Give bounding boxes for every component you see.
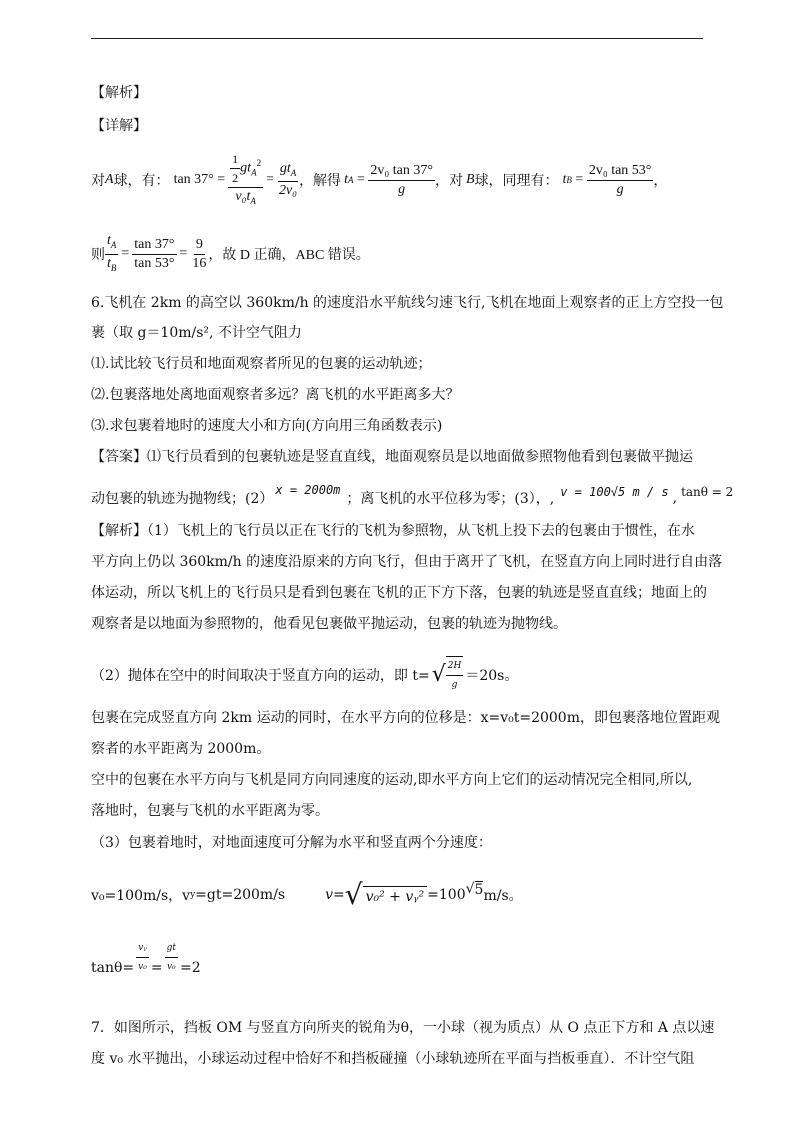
q6-explanation-4: 观察者是以地面为参照物的，他看见包裹做平抛运动，包裹的轨迹为抛物线。 [91, 616, 567, 632]
q6-explanation-2: 平方向上仍以 360km/h 的速度沿原来的方向飞行，但由于离开了飞机，在竖直方向上同时进行自由落 [91, 554, 723, 570]
header-rule [91, 38, 703, 39]
formula-fraction: $\frac{9}{16}$ [192, 236, 207, 271]
section-xiangjie: 【详解】 [91, 118, 147, 134]
formula-fraction: $\frac{gt_A}{\text{2v₀}}$ [278, 160, 298, 199]
q6-part-3: ⑶.求包裹着地时的速度大小和方向(方向用三角函数表示) [91, 418, 443, 434]
q6-answer-line-1: 【答案】⑴飞行员看到的包裹轨迹是竖直直线，地面观察员是以地面做参照物他看到包裹做平抛运 [91, 449, 693, 465]
sqrt-expression: √ $\frac{2H}{g}$ [432, 656, 464, 694]
q6-part-1: ⑴.试比较飞行员和地面观察者所见的包裹的运动轨迹； [91, 356, 432, 372]
prev-line-1: 对 A 球，有： tan 37° = $\frac{1}{2}$ $gt_A^2$ $v_0t_A$ = $\frac{gt_A}{\text{2v₀}}$ ，解得 t A = $\frac{\text{2v₀ tan 37°}}{g}$ ，对 B 球，同理有： t B = $\frac{\text{2v₀ tan 53°}}{g}$ ， [91, 150, 667, 210]
q6-line-2: 裹（取 g＝10m/s², 不计空气阻力 [91, 325, 302, 341]
formula-fraction: $\frac{t_A}{t_B}$ [107, 232, 117, 273]
formula-fraction: $\frac{\tan 37^\circ}{\tan 53^\circ}$ [134, 236, 175, 271]
formula-fraction: $\frac{\text{2v₀ tan 53°}}{g}$ [588, 162, 652, 197]
section-jiexi: 【解析】 [91, 85, 147, 101]
formula-fraction: $\frac{\text{2v₀ tan 37°}}{g}$ [370, 162, 433, 197]
q6-part2-text-4: 落地时，包裹与飞机的水平距离为零。 [91, 803, 329, 819]
q6-explanation-3: 体运动，所以飞机上的飞行员只是看到包裹在飞机的正下方下落，包裹的轨迹是竖直直线；地面上的 [91, 585, 707, 601]
q7-line-2: 度 v₀ 水平抛出，小球运动过程中恰好不和挡板碰撞（小球轨迹所在平面与挡板垂直）．不计空气阻 [91, 1051, 695, 1067]
q6-line-1: 6.飞机在 2km 的高空以 360km/h 的速度沿水平航线匀速飞行,飞机在地面上观察者的正上方空投一包 [91, 295, 724, 311]
q7-line-1: 7．如图所示，挡板 OM 与竖直方向所夹的锐角为θ，一小球（视为质点）从 O 点正下方和 A 点以速 [91, 1020, 715, 1036]
sqrt-expression: √ v₀² + vᵧ² [345, 881, 427, 909]
q6-part2-text-1: 包裹在完成竖直方向 2km 运动的同时，在水平方向的位移是：x=v₀t=2000m，即包裹落地位置距观 [91, 710, 720, 726]
q6-part-2: ⑵.包裹落地处离地面观察者多远？离飞机的水平距离多大？ [91, 387, 460, 403]
prev-line-2: 则 $\frac{t_A}{t_B}$ = $\frac{\tan 37^\circ}{\tan 53^\circ}$ = $\frac{9}{16}$ ，故 D 正确，ABC 错误。 [91, 232, 370, 276]
q6-part3-velocity: v₀=100m/s，v y =gt=200m/s v= √ v₀² + vᵧ² =100 √ 5 m/s。 [91, 878, 523, 911]
q6-explanation-1: 【解析】（1）飞机上的飞行员以正在飞行的飞机为参照物，从飞机上投下去的包裹由于惯性，在水 [91, 523, 695, 539]
sqrt-expression: √ 5 [465, 881, 484, 898]
q6-part2-text-3: 空中的包裹在水平方向与飞机是同方向同速度的运动,即水平方向上它们的运动情况完全相同,所以, [91, 772, 693, 788]
q6-part2-time: （2）抛体在空中的时间取决于竖直方向的运动，即 t= √ $\frac{2H}{g}$ ＝20s。 [91, 655, 518, 695]
q6-part3-text: （3）包裹着地时，对地面速度可分解为水平和竖直两个分速度： [91, 835, 492, 851]
q6-part2-text-2: 察者的水平距离为 2000m。 [91, 741, 271, 757]
formula-fraction: $\frac{1}{2}$ $gt_A^2$ $v_0t_A$ [228, 150, 263, 210]
q6-tan-theta: tanθ= $\frac{\text{vᵧ}}{\text{v₀}}$ = $\frac{gt}{\text{v₀}}$ =2 [91, 932, 201, 976]
q6-answer-line-2: 动包裹的轨迹为抛物线；(2） x = 2000m ；离飞机的水平位移为零；(3），, v = 100√5 m / s , tanθ = 2 [91, 483, 734, 507]
